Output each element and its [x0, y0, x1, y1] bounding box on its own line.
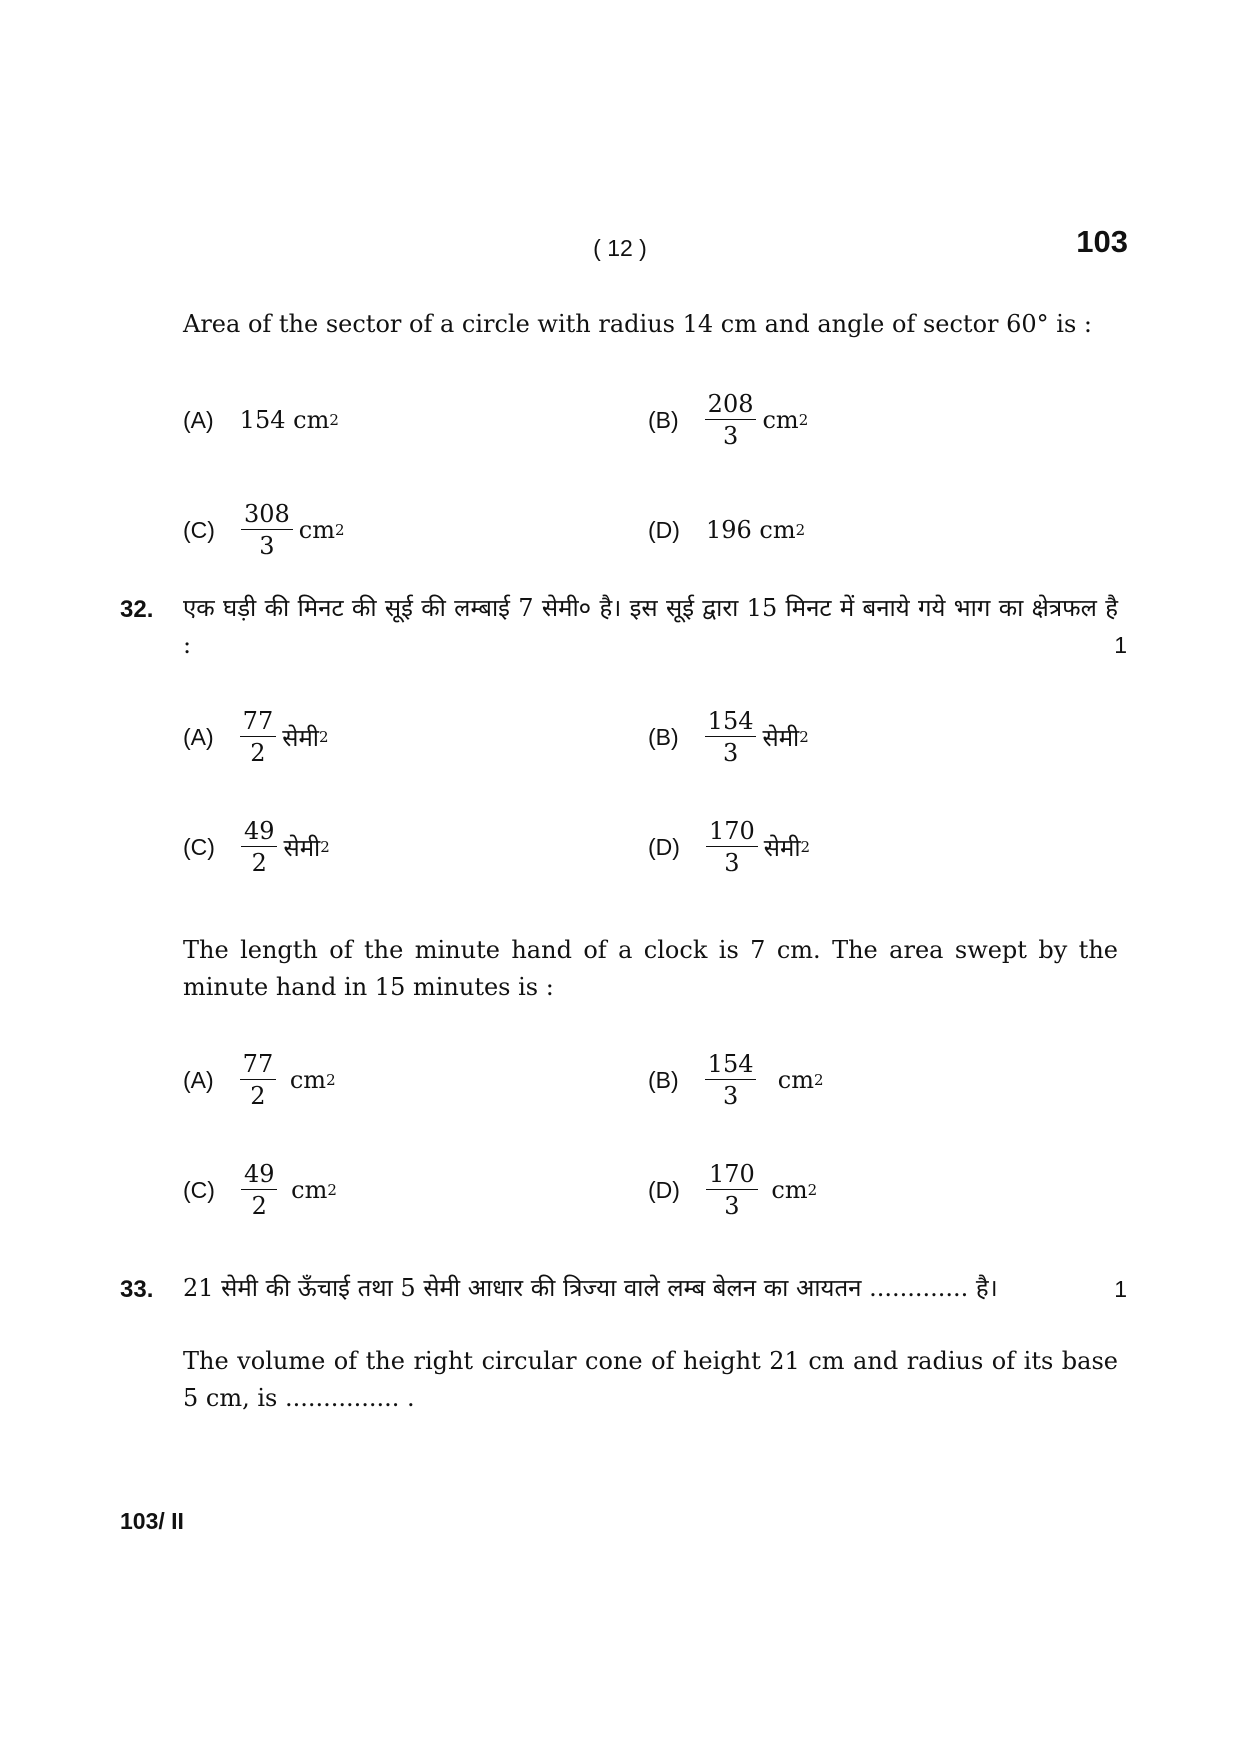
- option-unit: सेमी: [763, 833, 801, 862]
- q32-english-option-a: [183, 1045, 336, 1115]
- q32-hindi-text: एक घड़ी की मिनट की सूई की लम्बाई 7 सेमी० है। इस सूई द्वारा 15 मिनट में बनाये गये भाग का क्षेत्रफल है :: [183, 594, 1118, 659]
- option-label: (D): [648, 833, 680, 860]
- option-exponent: 2: [799, 728, 809, 746]
- fraction: [240, 709, 277, 765]
- option-label: (B): [648, 1066, 679, 1093]
- denominator: 3: [722, 422, 739, 450]
- option-label: (C): [183, 1176, 215, 1203]
- option-exponent: 2: [327, 1181, 337, 1199]
- fraction: [706, 819, 758, 875]
- option-exponent: 2: [800, 838, 811, 856]
- q32-hindi-option-d: [648, 812, 810, 882]
- option-exponent: 2: [319, 728, 329, 746]
- option-label: (B): [648, 723, 679, 750]
- option-unit: cm: [293, 406, 330, 434]
- q31-question-text: Area of the sector of a circle with radius 14 cm and angle of sector 60° is :: [183, 310, 1092, 338]
- option-label: (C): [183, 833, 215, 860]
- option-label: (D): [648, 1176, 680, 1203]
- q33-number: 33.: [120, 1276, 154, 1303]
- fraction: [241, 1162, 278, 1218]
- numerator: 77: [240, 1052, 277, 1080]
- q31-option-c: [183, 495, 345, 565]
- q32-number: 32.: [120, 596, 154, 623]
- denominator: 2: [251, 849, 267, 877]
- numerator: 308: [241, 502, 293, 530]
- q31-option-a: [183, 385, 339, 455]
- option-label: (A): [183, 1066, 214, 1093]
- denominator: 2: [250, 1082, 266, 1110]
- option-unit: cm: [298, 516, 335, 544]
- denominator: 3: [722, 1082, 739, 1110]
- option-value: 154: [239, 406, 286, 434]
- option-exponent: 2: [320, 838, 330, 856]
- option-unit: cm: [291, 1176, 328, 1204]
- fraction: [241, 502, 293, 558]
- fraction: [706, 1162, 758, 1218]
- denominator: 2: [251, 1192, 267, 1220]
- numerator: 208: [705, 392, 757, 420]
- option-label: (A): [183, 406, 214, 433]
- fraction: [240, 1052, 277, 1108]
- option-unit: cm: [759, 516, 796, 544]
- option-label: (C): [183, 516, 215, 543]
- q31-option-b: [648, 385, 808, 455]
- numerator: 49: [241, 1162, 278, 1190]
- q31-option-d: [648, 495, 805, 565]
- q32-english-text: The length of the minute hand of a clock is 7 cm. The area swept by the minute hand in 15 minutes is :: [183, 936, 1118, 1001]
- option-exponent: 2: [813, 1071, 824, 1089]
- fraction: [705, 709, 757, 765]
- q33-hindi-text: 21 सेमी की ऊँचाई तथा 5 सेमी आधार की त्रिज्या वाले लम्ब बेलन का आयतन ............. है।: [183, 1274, 998, 1302]
- q32-english-option-b: [648, 1045, 824, 1115]
- option-exponent: 2: [326, 1071, 336, 1089]
- fraction: [241, 819, 278, 875]
- q33-marks: 1: [1114, 1276, 1127, 1302]
- q32-english-option-c: [183, 1155, 337, 1225]
- numerator: 77: [240, 709, 277, 737]
- q32-english-option-d: [648, 1155, 817, 1225]
- q32-marks: 1: [1114, 632, 1127, 658]
- option-label: (D): [648, 516, 680, 543]
- option-unit: सेमी: [282, 723, 320, 752]
- numerator: 49: [241, 819, 278, 847]
- q32-hindi-option-b: [648, 702, 809, 772]
- option-exponent: 2: [795, 521, 806, 539]
- denominator: 3: [724, 849, 740, 877]
- option-unit: cm: [762, 406, 799, 434]
- page-number: ( 12 ): [593, 235, 647, 261]
- q33-english-text: The volume of the right circular cone of height 21 cm and radius of its base 5 cm, is ............... .: [183, 1347, 1118, 1412]
- option-unit: cm: [777, 1066, 814, 1094]
- option-value: 196: [705, 516, 752, 544]
- denominator: 3: [259, 532, 275, 560]
- paper-code: 103: [1076, 224, 1128, 259]
- option-exponent: 2: [798, 411, 809, 429]
- option-unit: cm: [289, 1066, 327, 1094]
- fraction: [705, 392, 757, 448]
- option-label: (B): [648, 406, 679, 433]
- denominator: 3: [722, 739, 739, 767]
- numerator: 154: [705, 709, 757, 737]
- option-exponent: 2: [807, 1181, 818, 1199]
- option-unit: सेमी: [762, 723, 800, 752]
- numerator: 170: [706, 819, 758, 847]
- option-exponent: 2: [334, 521, 345, 539]
- numerator: 154: [705, 1052, 757, 1080]
- option-unit: cm: [771, 1176, 808, 1204]
- option-exponent: 2: [329, 411, 339, 429]
- fraction: [705, 1052, 757, 1108]
- option-unit: सेमी: [283, 833, 321, 862]
- footer-code: 103/ II: [120, 1508, 184, 1534]
- option-label: (A): [183, 723, 214, 750]
- numerator: 170: [706, 1162, 758, 1190]
- denominator: 2: [250, 739, 266, 767]
- denominator: 3: [724, 1192, 740, 1220]
- q32-hindi-option-a: [183, 702, 329, 772]
- q32-hindi-option-c: [183, 812, 330, 882]
